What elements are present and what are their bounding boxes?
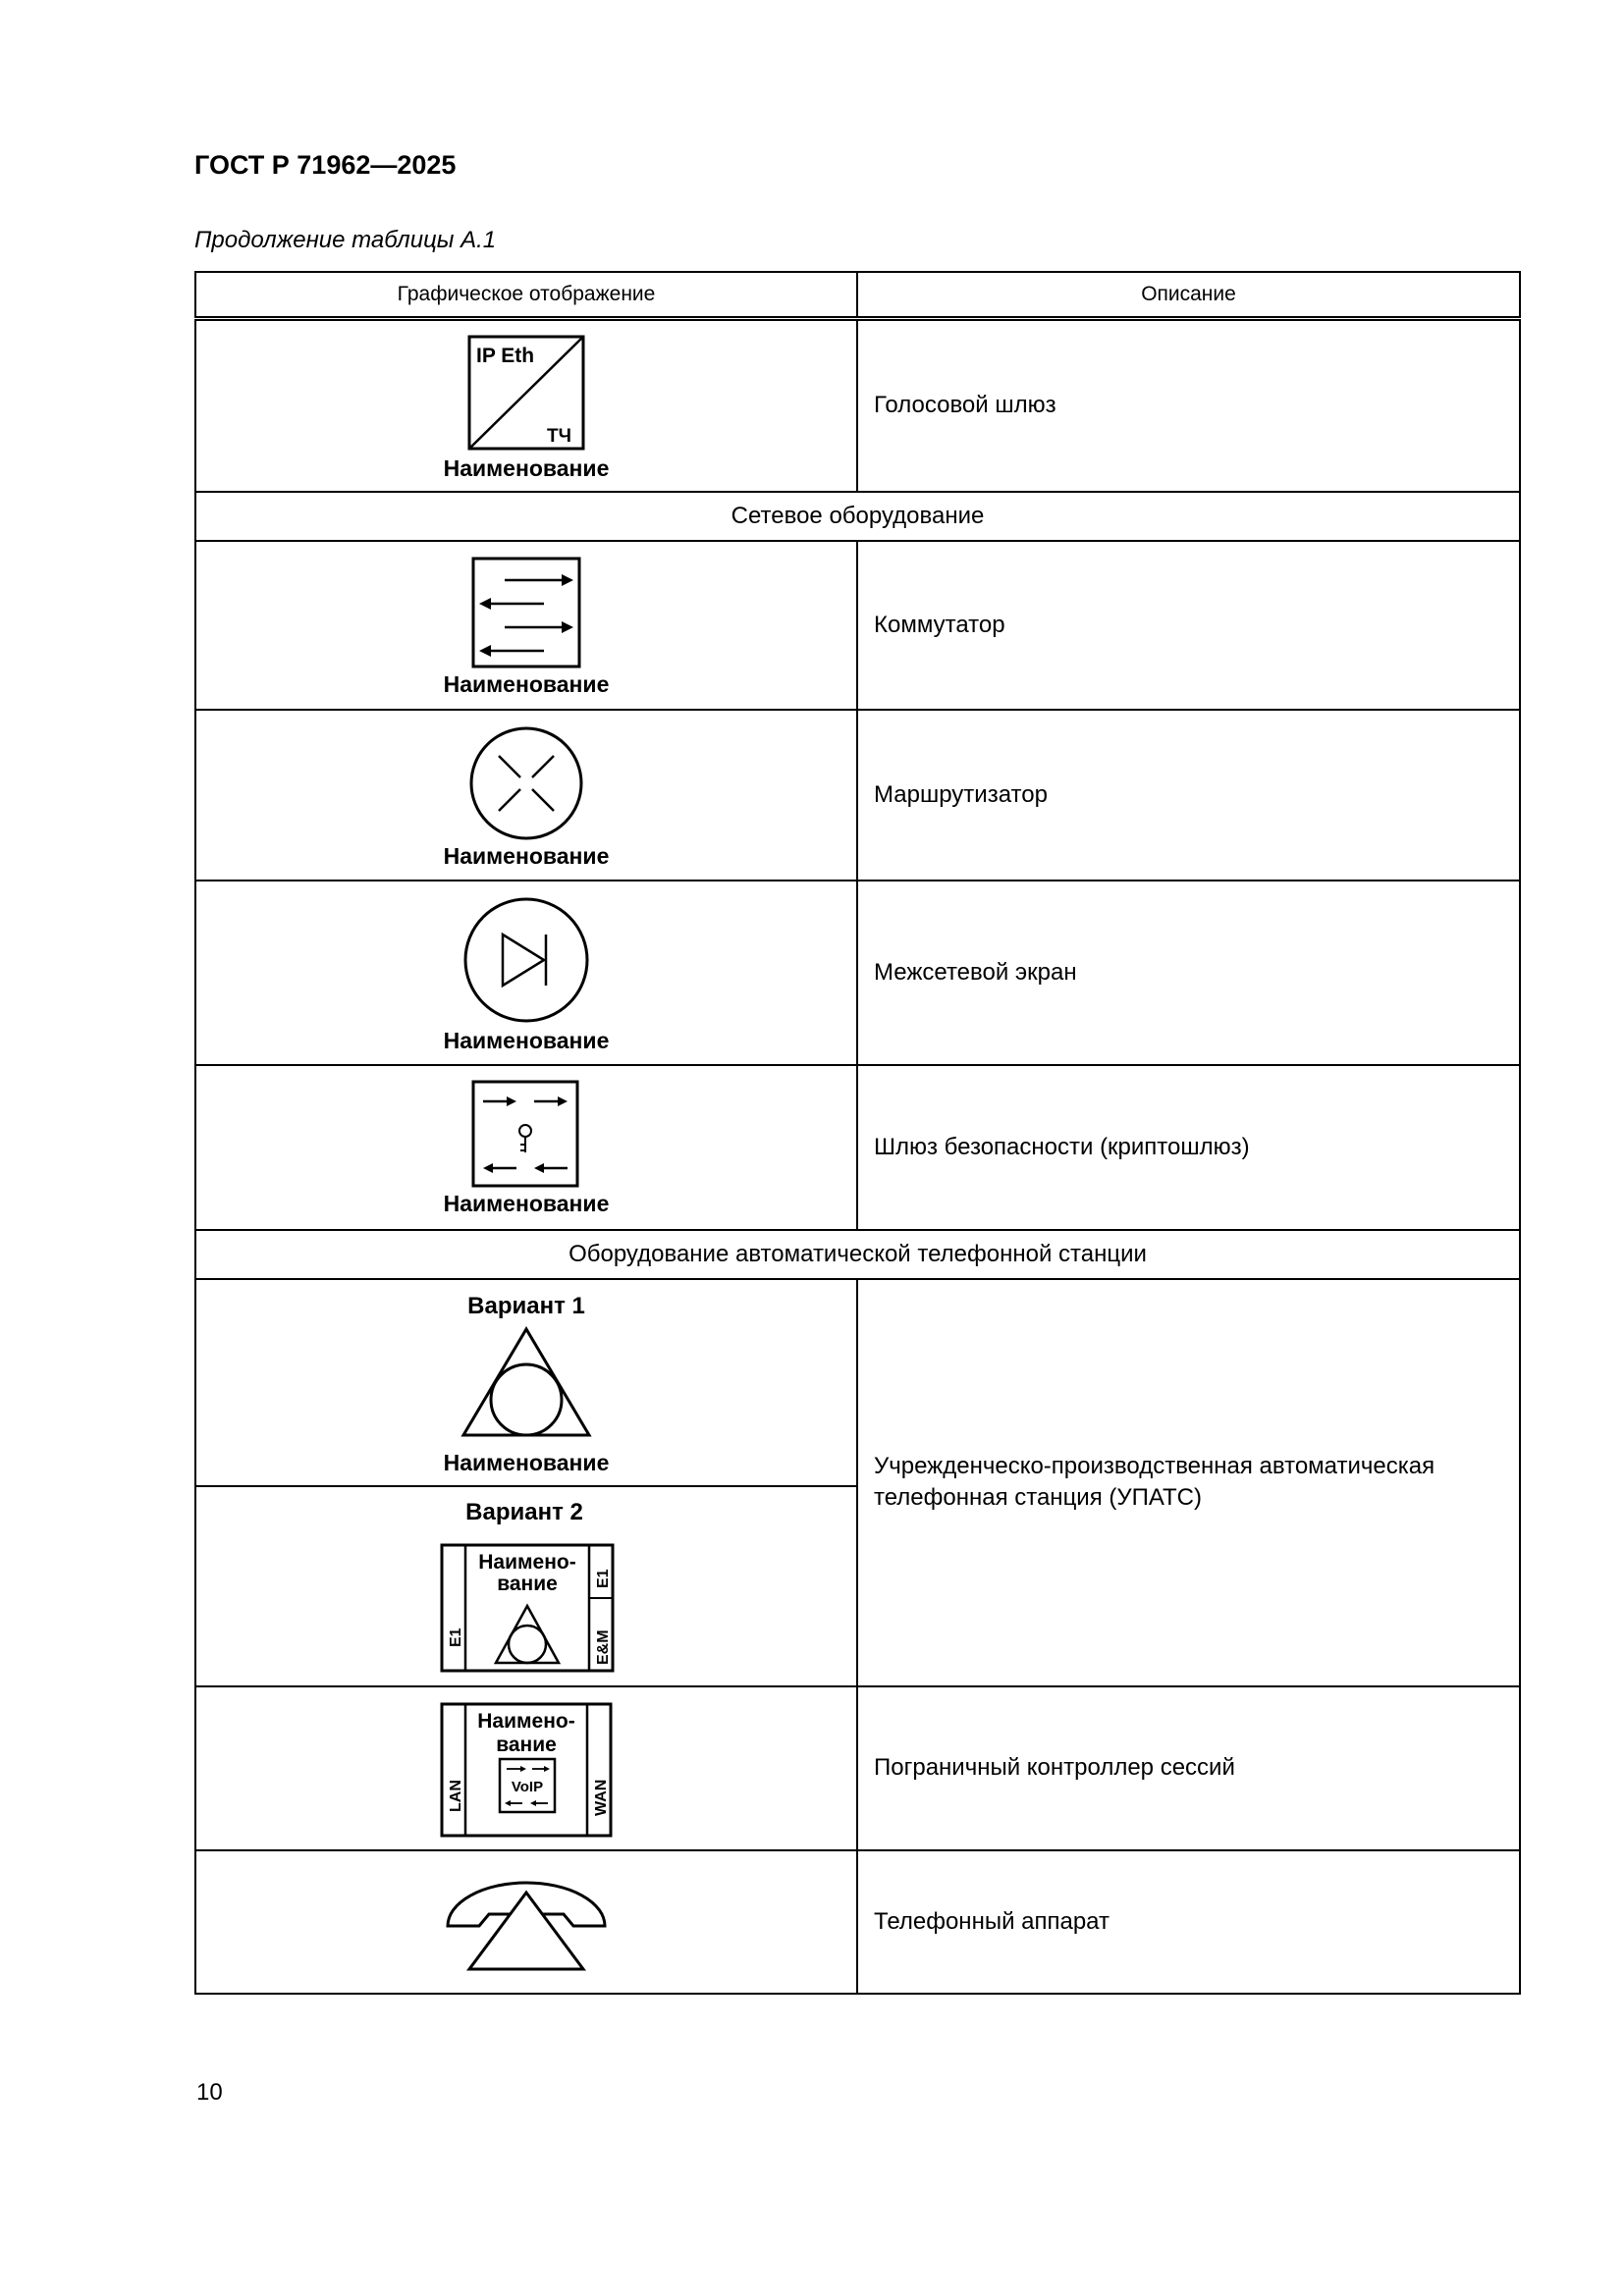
description-cell: Голосовой шлюз bbox=[857, 319, 1520, 492]
description-cell: Пограничный контроллер сессий bbox=[857, 1686, 1520, 1850]
graphic-cell bbox=[195, 1065, 857, 1230]
section-row bbox=[195, 1230, 1520, 1279]
table-row bbox=[195, 541, 1520, 710]
table-row bbox=[195, 1279, 1520, 1486]
description-cell: Межсетевой экран bbox=[857, 881, 1520, 1065]
description-cell: Маршрутизатор bbox=[857, 710, 1520, 881]
graphic-cell bbox=[195, 541, 857, 710]
graphic-cell bbox=[195, 1850, 857, 1994]
symbol-name-label: Наименование bbox=[443, 1450, 610, 1475]
section-title-pbx: Оборудование автоматической телефонной станции bbox=[195, 1230, 1520, 1279]
table-row bbox=[195, 1686, 1520, 1850]
telephone-symbol bbox=[428, 1863, 624, 1981]
switch-symbol bbox=[428, 549, 624, 702]
sbc-name-line1: Наимено- bbox=[477, 1710, 575, 1733]
table-caption: Продолжение таблицы А.1 bbox=[194, 227, 497, 253]
table-row bbox=[195, 319, 1520, 492]
variant-title: Вариант 2 bbox=[465, 1498, 583, 1525]
pbx-name-line1: Наимено- bbox=[478, 1550, 576, 1574]
voice-gateway-bottom-text: ТЧ bbox=[547, 426, 571, 448]
sbc-port-lan: LAN bbox=[448, 1780, 464, 1812]
table-header-row bbox=[195, 272, 1520, 319]
document-header: ГОСТ Р 71962—2025 bbox=[194, 150, 457, 180]
page-number: 10 bbox=[196, 2079, 223, 2106]
sbc-voip-text: VoIP bbox=[511, 1779, 544, 1795]
description-cell: Шлюз безопасности (криптошлюз) bbox=[857, 1065, 1520, 1230]
table-row bbox=[195, 881, 1520, 1065]
symbols-table bbox=[194, 271, 1521, 1995]
pbx-variant2-symbol bbox=[408, 1490, 644, 1682]
pbx-port-em: E&M bbox=[595, 1629, 612, 1665]
router-symbol bbox=[428, 717, 624, 874]
graphic-cell bbox=[195, 319, 857, 492]
key-icon bbox=[519, 1125, 531, 1137]
description-cell: Учрежденческо-производственная автоматическая телефонная станция (УПАТС) bbox=[857, 1279, 1520, 1686]
firewall-symbol bbox=[428, 889, 624, 1056]
symbol-name-label: Наименование bbox=[443, 455, 610, 482]
variant-title: Вариант 1 bbox=[467, 1293, 585, 1319]
voice-gateway-top-text: IP Eth bbox=[476, 345, 535, 368]
description-cell: Коммутатор bbox=[857, 541, 1520, 710]
graphic-cell bbox=[195, 881, 857, 1065]
symbol-name-label: Наименование bbox=[443, 1190, 610, 1216]
graphic-cell bbox=[195, 1279, 857, 1486]
pbx-port-e1-right: E1 bbox=[595, 1568, 612, 1588]
column-header-graphic: Графическое отображение bbox=[195, 272, 857, 319]
pbx-variant1-symbol bbox=[408, 1284, 644, 1480]
sbc-port-wan: WAN bbox=[593, 1779, 610, 1816]
pbx-port-e1-left: E1 bbox=[448, 1627, 464, 1647]
symbol-name-label: Наименование bbox=[443, 1027, 610, 1053]
column-header-description: Описание bbox=[857, 272, 1520, 319]
graphic-cell bbox=[195, 1686, 857, 1850]
description-cell: Телефонный аппарат bbox=[857, 1850, 1520, 1994]
symbol-name-label: Наименование bbox=[443, 670, 610, 697]
crypto-gateway-symbol bbox=[428, 1074, 624, 1221]
pbx-name-line2: вание bbox=[497, 1572, 558, 1595]
section-title-network: Сетевое оборудование bbox=[195, 492, 1520, 541]
table-row bbox=[195, 1850, 1520, 1994]
graphic-cell bbox=[195, 710, 857, 881]
sbc-name-line2: вание bbox=[496, 1734, 557, 1756]
graphic-cell bbox=[195, 1486, 857, 1686]
symbol-name-label: Наименование bbox=[443, 842, 610, 869]
section-row bbox=[195, 492, 1520, 541]
sbc-symbol bbox=[408, 1694, 644, 1842]
table-row bbox=[195, 710, 1520, 881]
voice-gateway-symbol bbox=[428, 327, 624, 484]
table-row bbox=[195, 1065, 1520, 1230]
